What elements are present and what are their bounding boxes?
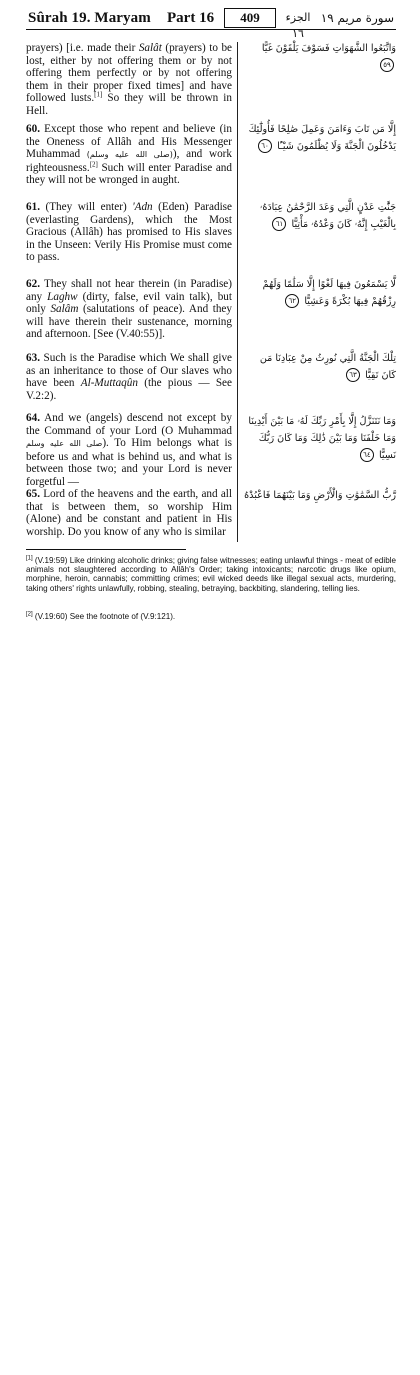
verse-number: 62. [26,278,40,290]
arabic-surah-title: سورة مريم ١٩ [320,11,394,25]
verse-61-english: 61. (They will enter) 'Adn (Eden) Paradise (everlasting Gardens), which the Most Gracious (Allâh) has promised to His slaves in the Unseen: Verily His Promise must come to pass. [26,201,232,264]
verse-number: 63. [26,352,40,364]
verse-59-english: prayers) [i.e. made their Salât (prayers) to be lost, either by not offering them or by not offering them perfectly or by not offering them in their proper fixed times] and have followed lusts.[1] So they will be thrown in Hell. [26,42,233,117]
ayah-marker: ٦٤ [360,448,374,462]
ayah-marker: ٦٢ [285,294,299,308]
verse-61-arabic: جَنَّٰتِ عَدْنٍ الَّتِي وَعَدَ الرَّحْمَٰنُ عِبَادَهُۥ بِالْغَيْبِ إِنَّهُۥ كَانَ وَعْدُهُۥ مَأْتِيًّا ٦١ [259,202,396,230]
page-header [26,9,396,40]
verse-62-english: 62. They shall not hear therein (in Paradise) any Laghw (dirty, false, evil vain talk), but only Salâm (salutations of peace). And they will have therein their sustenance, morning and afternoon. [See (V.40:55)]. [26,278,232,341]
verse-65-english: 65. Lord of the heavens and the earth, and all that is between them, so worship Him (Alone) and be constant and patient in His worship. Do you know of any who is similar [26,488,232,538]
footnote-2: [2] (V.19:60) See the footnote of (V.9:121). [26,611,176,621]
verse-63-arabic: تِلْكَ الْجَنَّةُ الَّتِي نُورِثُ مِنْ عِبَادِنَا مَن كَانَ تَقِيًّا ٦٣ [259,353,396,381]
footnote-ref-1[interactable]: [1] [94,90,103,99]
footnote-divider [26,549,186,550]
verse-60-english: 60. Except those who repent and believe (in the Oneness of Allâh and His Messenger Muhammad (صلى الله عليه وسلم)), and work righteousness.[2] Such will enter Paradise and they will not be wronged in aught. [26,123,232,187]
arabic-part-label: الجزء ١٦ [285,11,311,40]
ayah-marker: ٦٣ [346,368,360,382]
part-label: Part 16 [167,10,215,26]
verse-64-arabic: وَمَا نَتَنَزَّلُ إِلَّا بِأَمْرِ رَبِّكَ لَهُۥ مَا بَيْنَ أَيْدِينَا وَمَا خَلْفَنَا وَمَا بَيْنَ ذَٰلِكَ وَمَا كَانَ رَبُّكَ نَسِيًّا ٦٤ [248,416,396,461]
verse-62-arabic: لَّا يَسْمَعُونَ فِيهَا لَغْوًا إِلَّا سَلَٰمًا وَلَهُمْ رِزْقُهُمْ فِيهَا بُكْرَةً وَعَشِيًّا ٦٢ [262,279,396,307]
surah-title: Sûrah 19. Maryam [28,10,151,26]
verse-59-arabic: وَاتَّبَعُوا الشَّهَوَاتِ فَسَوْفَ يَلْقَوْنَ غَيًّا ٥٩ [244,40,396,74]
page-number: 409 [224,8,276,28]
verse-number: 65. [26,488,40,500]
footnote-mark: [2] [26,611,33,618]
verse-64-english: 64. And we (angels) descend not except by the Command of your Lord (O Muhammad صلى الله عليه وسلم). To Him belongs what is before us and what is behind us, and what is between those two; and your Lord is never forgetful — [26,412,233,488]
verse-65-arabic: رَّبُّ السَّمَٰوَٰتِ وَالْأَرْضِ وَمَا بَيْنَهُمَا فَاعْبُدْهُ [244,490,396,501]
footnote-1: [1] (V.19:59) Like drinking alcoholic drinks; giving false witnesses; eating unlawful things - meat of edible animals not slaughtered according to Allâh's Order; taking intoxicants; narcotic drugs like opium, morphine, heroin, cannabis; committing crimes; evil wicked deeds like illegal sexual acts, murdering, taking others' rights unlawfully, robbing, stealing, betraying, backbiting, slandering, telling lies. [26,555,396,593]
verse-number: 61. [26,201,40,213]
verse-63-english: 63. Such is the Paradise which We shall give as an inheritance to those of Our slaves who have been Al-Muttaqûn (the pious — See V.2:2). [26,352,232,402]
ayah-marker: ٦٠ [258,139,272,153]
column-divider [237,42,238,542]
ayah-marker: ٥٩ [380,58,394,72]
ayah-marker: ٦١ [272,217,286,231]
verse-number: 64. [26,412,40,424]
verse-60-arabic: إِلَّا مَن تَابَ وَءَامَنَ وَعَمِلَ صَٰلِحًا فَأُولَٰٓئِكَ يَدْخُلُونَ الْجَنَّةَ وَلَا يُظْلَمُونَ شَيْـًٔا ٦٠ [248,124,396,152]
verse-number: 60. [26,123,40,135]
footnote-ref-2[interactable]: [2] [89,160,98,169]
footnote-mark: [1] [26,555,33,562]
